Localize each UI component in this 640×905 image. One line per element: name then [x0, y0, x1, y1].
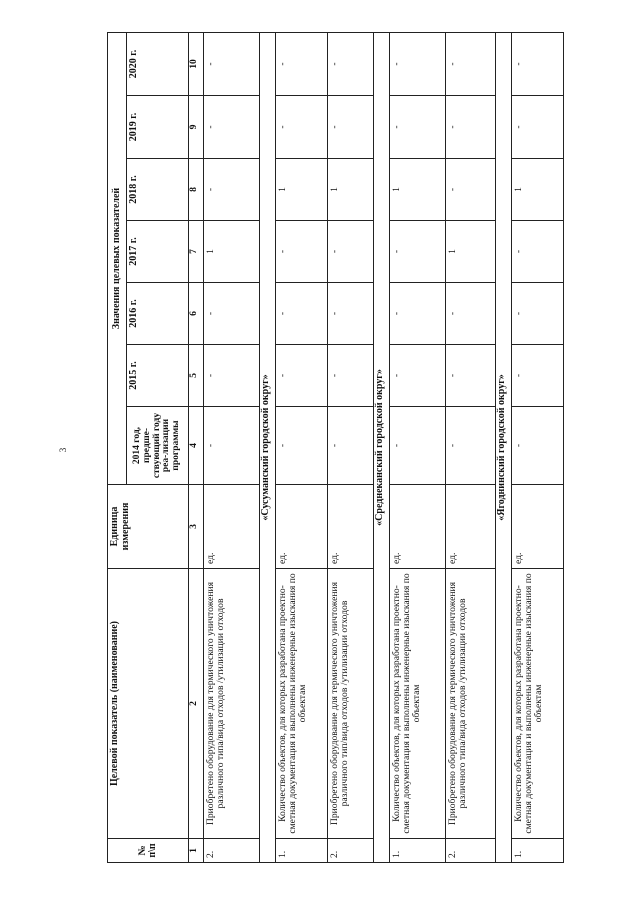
- column-number: 8: [189, 159, 204, 221]
- row-value: -: [446, 32, 496, 95]
- row-value: -: [390, 32, 446, 95]
- column-number: 6: [189, 283, 204, 345]
- row-value: -: [328, 32, 374, 95]
- row-unit: ед.: [204, 485, 260, 569]
- row-value: -: [446, 407, 496, 485]
- header-year: 2016 г.: [127, 283, 189, 345]
- row-value: -: [204, 345, 260, 407]
- column-number: 3: [189, 485, 204, 569]
- column-number: 4: [189, 407, 204, 485]
- header-year: 2018 г.: [127, 159, 189, 221]
- row-number: 2.: [446, 839, 496, 863]
- row-value: -: [328, 345, 374, 407]
- section-title-row: [374, 32, 390, 862]
- row-value: -: [204, 96, 260, 159]
- row-value: -: [276, 96, 328, 159]
- table-row: [390, 32, 446, 862]
- row-value: -: [328, 96, 374, 159]
- row-unit: ед.: [276, 485, 328, 569]
- header-number: № п\п: [108, 839, 189, 863]
- row-value: -: [276, 32, 328, 95]
- row-number: 1.: [276, 839, 328, 863]
- row-indicator: Приобретено оборудование для термического уничтожения различного типа/вида отходов /утилизации отходов: [446, 569, 496, 839]
- column-number: 2: [189, 569, 204, 839]
- column-number: 10: [189, 32, 204, 95]
- row-value: -: [276, 407, 328, 485]
- row-indicator: Приобретено оборудование для термического уничтожения различного тип/вида отходов /утилизации отходов: [328, 569, 374, 839]
- row-value: -: [446, 96, 496, 159]
- row-value: -: [446, 283, 496, 345]
- row-number: 1.: [512, 839, 564, 863]
- column-number: 7: [189, 221, 204, 283]
- row-value: -: [512, 345, 564, 407]
- header-row-1: [108, 32, 127, 862]
- indicators-table: [107, 32, 564, 863]
- row-value: -: [512, 283, 564, 345]
- row-number: 2.: [204, 839, 260, 863]
- row-indicator: Количество объектов, для которых разработана проектно-сметная документация и выполнены инженерные изыскания по объектам: [512, 569, 564, 839]
- row-value: -: [390, 407, 446, 485]
- row-number: 2.: [328, 839, 374, 863]
- row-value: -: [390, 283, 446, 345]
- table-row: [512, 32, 564, 862]
- header-year: 2017 г.: [127, 221, 189, 283]
- table-row: [276, 32, 328, 862]
- row-value: -: [204, 283, 260, 345]
- table-row: [328, 32, 374, 862]
- table-row: [446, 32, 496, 862]
- row-value: -: [328, 407, 374, 485]
- row-value: 1: [276, 159, 328, 221]
- header-values: Значения целевых показателей: [108, 32, 127, 484]
- section-title: «Сусуманский городской округ»: [260, 32, 276, 862]
- row-value: 1: [512, 159, 564, 221]
- row-value: 1: [204, 221, 260, 283]
- row-value: -: [276, 345, 328, 407]
- row-value: 1: [446, 221, 496, 283]
- row-indicator: Количество объектов, для которых разработана проектно-сметная документация и выполнены инженерные изыскания по объектам: [390, 569, 446, 839]
- column-number: 5: [189, 345, 204, 407]
- row-value: -: [276, 283, 328, 345]
- column-number: 1: [189, 839, 204, 863]
- row-value: -: [390, 345, 446, 407]
- column-number-row: [189, 32, 204, 862]
- row-unit: ед.: [512, 485, 564, 569]
- header-base-year: 2014 год, предше-ствующий году реа-лизации программы: [127, 407, 189, 485]
- section-title: «Ягоднинский городской округ»: [496, 32, 512, 862]
- row-value: -: [328, 221, 374, 283]
- row-value: 1: [390, 159, 446, 221]
- row-unit: ед.: [390, 485, 446, 569]
- section-title: «Среднеканский городской округ»: [374, 32, 390, 862]
- table-row: [204, 32, 260, 862]
- header-year: 2015 г.: [127, 345, 189, 407]
- row-value: -: [276, 221, 328, 283]
- row-value: 1: [328, 159, 374, 221]
- header-year: 2019 г.: [127, 96, 189, 159]
- row-indicator: Приобретено оборудование для термического уничтожения различного типа/вида отходов /утилизации отходов: [204, 569, 260, 839]
- row-value: -: [390, 221, 446, 283]
- section-title-row: [496, 32, 512, 862]
- row-value: -: [390, 96, 446, 159]
- row-value: -: [328, 283, 374, 345]
- row-number: 1.: [390, 839, 446, 863]
- rotated-page: [107, 33, 545, 863]
- header-indicator: Целевой показатель (наименование): [108, 569, 189, 839]
- row-value: -: [512, 221, 564, 283]
- row-value: -: [204, 159, 260, 221]
- row-value: -: [446, 345, 496, 407]
- row-value: -: [204, 407, 260, 485]
- row-value: -: [446, 159, 496, 221]
- column-number: 9: [189, 96, 204, 159]
- row-indicator: Количество объектов, для которых разработана проектно-сметная документация и выполнены инженерные изыскания по объектам: [276, 569, 328, 839]
- row-value: -: [512, 407, 564, 485]
- row-value: -: [512, 32, 564, 95]
- section-title-row: [260, 32, 276, 862]
- row-unit: ед.: [328, 485, 374, 569]
- row-value: -: [512, 96, 564, 159]
- header-unit: Единица измерения: [108, 485, 189, 569]
- page-number: 3: [58, 447, 68, 453]
- row-unit: ед.: [446, 485, 496, 569]
- row-value: -: [204, 32, 260, 95]
- header-year: 2020 г.: [127, 32, 189, 95]
